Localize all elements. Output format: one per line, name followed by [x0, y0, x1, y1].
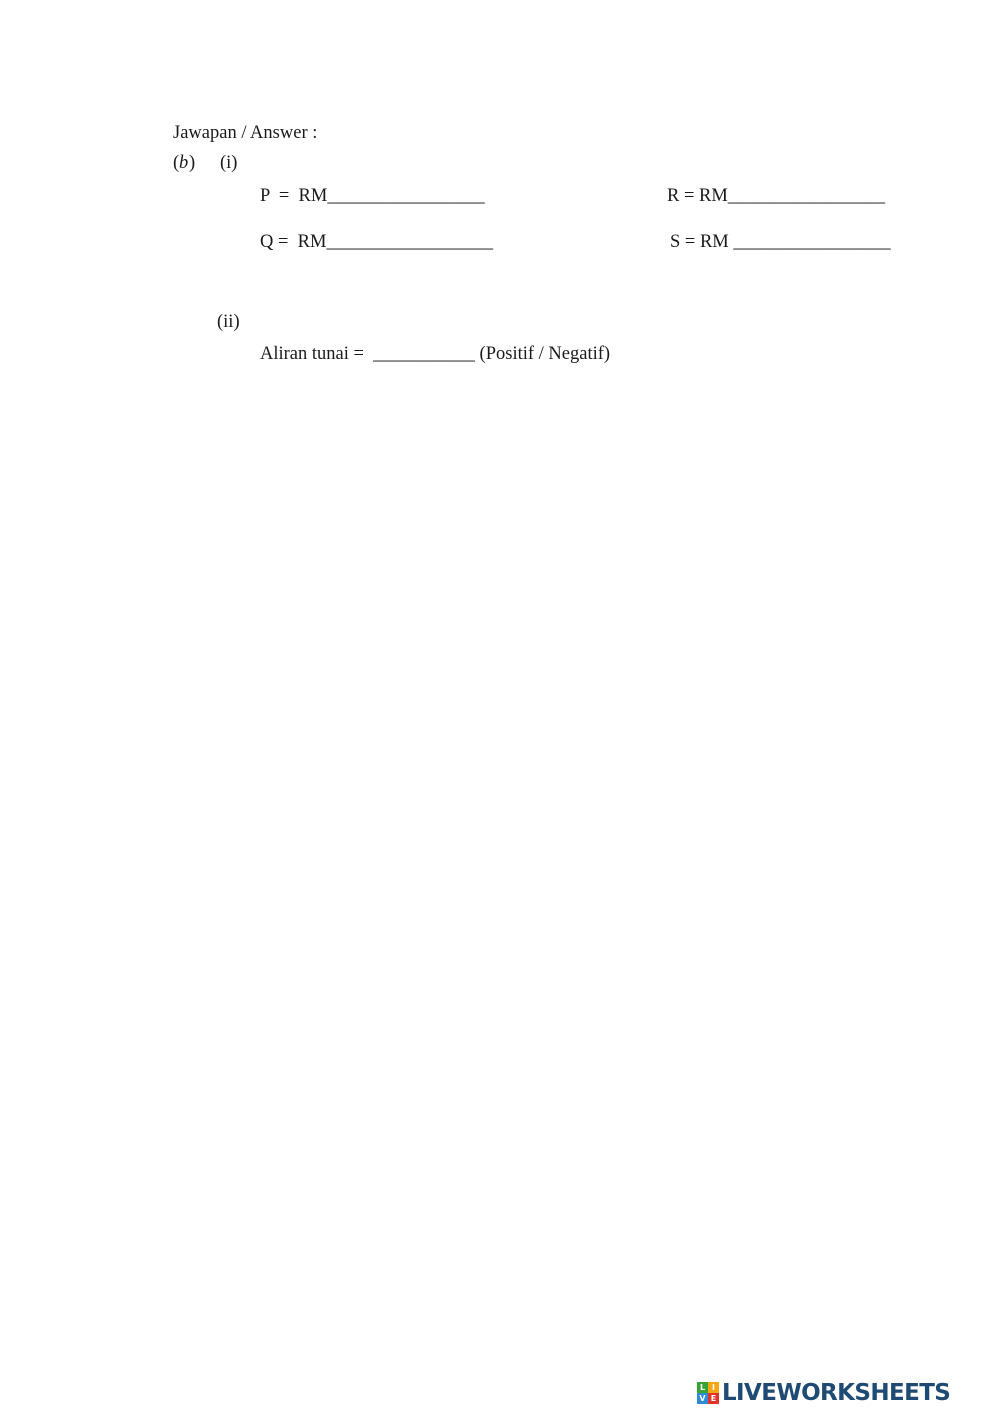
logo-badge-icon [697, 1382, 719, 1404]
part-b-open-paren: ( [173, 153, 180, 173]
answer-field-p[interactable]: P = RM_________________ [260, 186, 485, 206]
answer-field-s[interactable]: S = RM _________________ [670, 232, 891, 252]
logo-badge-letter: V [697, 1393, 708, 1404]
part-b-close-paren: ) [189, 153, 196, 173]
cash-flow-answer-field[interactable]: Aliran tunai = ___________ (Positif / Negatif) [260, 344, 611, 364]
logo-badge-letter: I [708, 1382, 719, 1393]
part-ii-label: (ii) [217, 312, 240, 332]
part-i-label: (i) [220, 153, 238, 173]
answer-field-r[interactable]: R = RM_________________ [667, 186, 886, 206]
answer-field-q[interactable]: Q = RM__________________ [260, 232, 493, 252]
liveworksheets-logo [697, 1378, 950, 1408]
part-b-letter: b [179, 153, 189, 173]
answer-heading: Jawapan / Answer : [173, 123, 318, 143]
logo-badge-letter: L [697, 1382, 708, 1393]
logo-text: LIVEWORKSHEETS [722, 1380, 951, 1406]
logo-badge-letter: E [708, 1393, 719, 1404]
